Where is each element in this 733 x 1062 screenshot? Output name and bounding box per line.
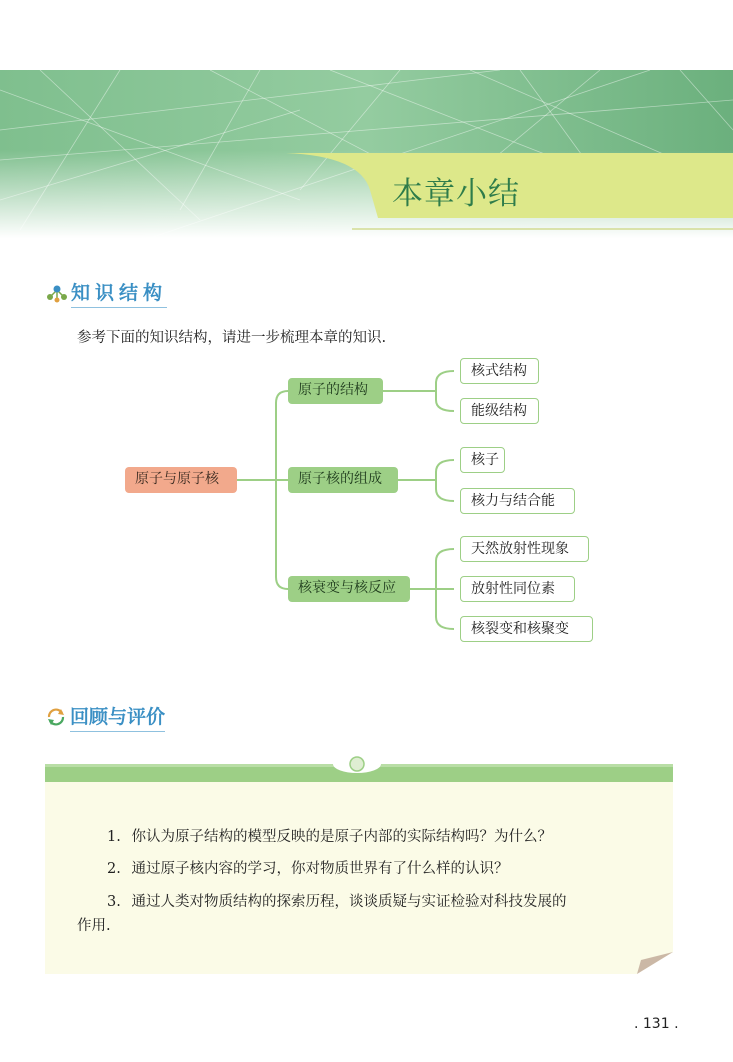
leaf-node: 放射性同位素 [460, 576, 575, 602]
section-title: 知识结构 [71, 278, 167, 308]
page-curl-corner [637, 952, 673, 974]
review-heading [45, 702, 165, 732]
question-text: 通过人类对物质结构的探索历程，谈谈质疑与实证检验对科技发展的 [131, 894, 567, 910]
branch-node-atom-structure: 原子的结构 [288, 378, 383, 404]
page-number: . 131 . [634, 1016, 679, 1032]
leaf-node: 核裂变和核聚变 [460, 616, 593, 642]
question-number: 2. [107, 861, 121, 877]
branch-node-decay-reaction: 核衰变与核反应 [288, 576, 410, 602]
intro-text: 参考下面的知识结构，请进一步梳理本章的知识. [77, 330, 387, 346]
leaf-node: 天然放射性现象 [460, 536, 589, 562]
question-text: 你认为原子结构的模型反映的是原子内部的实际结构吗？为什么？ [131, 829, 552, 845]
leaf-node: 能级结构 [460, 398, 539, 424]
question-3-continuation: 作用. [77, 918, 111, 934]
question-1 [107, 825, 552, 849]
chapter-title: 本章小结 [392, 176, 520, 212]
branch-node-nucleus-composition: 原子核的组成 [288, 467, 398, 493]
question-3 [107, 890, 566, 914]
leaf-node: 核式结构 [460, 358, 539, 384]
section-title: 回顾与评价 [70, 702, 165, 732]
question-2 [107, 857, 508, 881]
leaf-node: 核力与结合能 [460, 488, 575, 514]
root-node: 原子与原子核 [125, 467, 237, 493]
question-text: 通过原子核内容的学习，你对物质世界有了什么样的认识？ [131, 861, 509, 877]
question-number: 1. [107, 829, 121, 845]
cycle-arrows-icon [45, 706, 67, 728]
review-panel-header [45, 752, 673, 784]
leaf-node: 核子 [460, 447, 505, 473]
question-number: 3. [107, 894, 121, 910]
